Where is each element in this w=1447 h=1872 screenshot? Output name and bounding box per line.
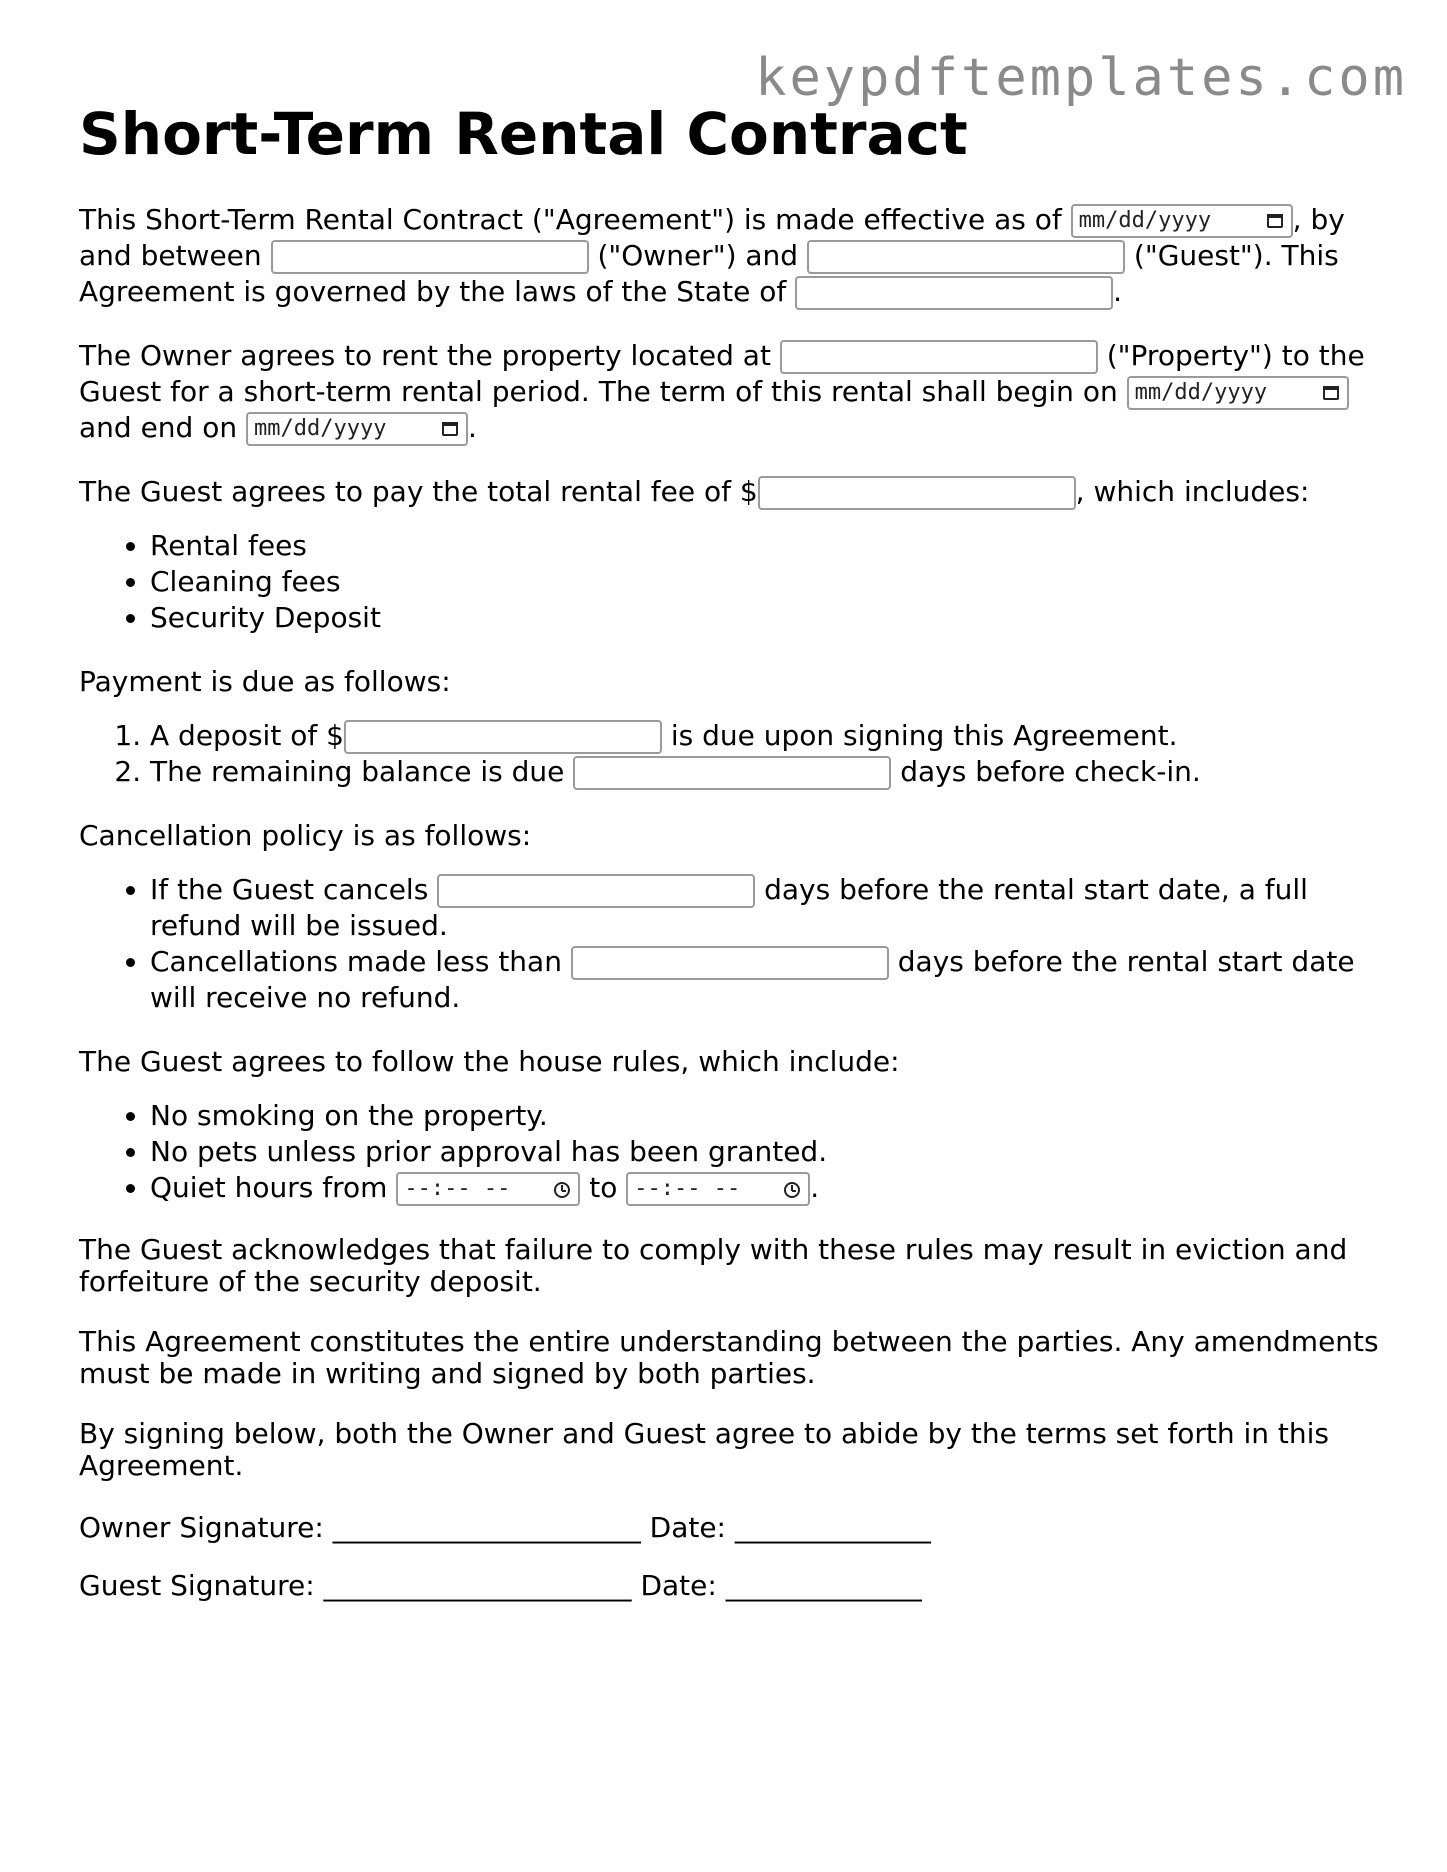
document [79,100,1379,1632]
payment-intro: Payment is due as follows: [79,664,451,698]
calendar-icon[interactable] [442,422,458,436]
intro-text-1: This Short-Term Rental Contract ("Agreement") is made effective as of [79,202,1062,236]
guest-name-input[interactable] [807,240,1125,274]
signing-paragraph: By signing below, both the Owner and Guest agree to abide by the terms set forth in this Agreement. [79,1416,1330,1482]
intro-text-4: ("Guest"). This Agreement is governed by the laws of the State of [79,238,1339,308]
page-title: Short-Term Rental Contract [79,100,968,168]
cancellation-text: days before the rental start date will receive no refund. [150,944,1355,1014]
list-item: • Security Deposit [150,600,1379,636]
rules-text: Quiet hours from [150,1170,388,1204]
list-item: • No pets unless prior approval has been granted. [150,1134,1379,1170]
property-text-1: The Owner agrees to rent the property located at [79,338,771,372]
list-item [150,718,1379,754]
quiet-start-time-input[interactable]: --:-- -- [396,1172,580,1206]
no-refund-days-input[interactable] [571,946,889,980]
fee-text-2: , which includes: [1075,474,1310,508]
state-input[interactable] [795,276,1113,310]
balance-days-input[interactable] [573,756,891,790]
watermark: keypdftemplates.com [755,48,1407,108]
list-item [150,754,1379,790]
property-paragraph [79,338,1379,446]
cancellation-text: If the Guest cancels [150,872,429,906]
rules-list [79,1098,1379,1206]
end-date-input[interactable]: mm/dd/yyyy [246,412,468,446]
property-text-3: and end on [79,410,238,444]
cancellation-intro: Cancellation policy is as follows: [79,818,532,852]
deposit-amount-input[interactable] [344,720,662,754]
fee-list [79,528,1379,636]
property-address-input[interactable] [780,340,1098,374]
guest-signature-line: Guest Signature: ______________________ Date: ______________ [79,1568,922,1602]
fee-text-1: The Guest agrees to pay the total rental fee of $ [79,474,758,508]
list-item: • Cleaning fees [150,564,1379,600]
quiet-end-time-input[interactable]: --:-- -- [626,1172,810,1206]
list-item: • No smoking on the property. [150,1098,1379,1134]
rules-text: . [810,1170,820,1204]
clock-icon[interactable] [554,1182,570,1198]
effective-date-input[interactable]: mm/dd/yyyy [1071,204,1293,238]
property-text-2: ("Property") to the Guest for a short-term rental period. The term of this rental shall begin on [79,338,1365,408]
intro-paragraph [79,202,1379,310]
intro-text-2: , by and between [79,202,1345,272]
entire-agreement-paragraph: This Agreement constitutes the entire understanding between the parties. Any amendments must be made in writing and signed by both parties. [79,1324,1379,1390]
intro-text-3: ("Owner") and [597,238,799,272]
rules-intro: The Guest agrees to follow the house rules, which include: [79,1044,900,1078]
payment-text: days before check-in. [900,754,1201,788]
property-text-4: . [468,410,477,444]
fee-paragraph [79,474,1379,510]
payment-text: The remaining balance is due [150,754,565,788]
cancellation-text: Cancellations made less than [150,944,562,978]
rules-text: to [589,1170,618,1204]
cancellation-text: days before the rental start date, a full refund will be issued. [150,872,1308,942]
calendar-icon[interactable] [1323,386,1339,400]
intro-text-5: . [1113,274,1123,308]
owner-signature-line: Owner Signature: ______________________ Date: ______________ [79,1510,931,1544]
acknowledge-paragraph: The Guest acknowledges that failure to comply with these rules may result in eviction and forfeiture of the security deposit. [79,1232,1348,1298]
total-fee-input[interactable] [758,476,1076,510]
list-item [150,872,1379,944]
payment-list [79,718,1379,790]
full-refund-days-input[interactable] [437,874,755,908]
owner-name-input[interactable] [271,240,589,274]
payment-text: A deposit of $ [150,718,344,752]
list-item [150,944,1379,1016]
list-item: • Rental fees [150,528,1379,564]
calendar-icon[interactable] [1267,214,1283,228]
list-item [150,1170,1379,1206]
clock-icon[interactable] [784,1182,800,1198]
payment-text: is due upon signing this Agreement. [670,718,1178,752]
start-date-input[interactable]: mm/dd/yyyy [1127,376,1349,410]
cancellation-list [79,872,1379,1016]
